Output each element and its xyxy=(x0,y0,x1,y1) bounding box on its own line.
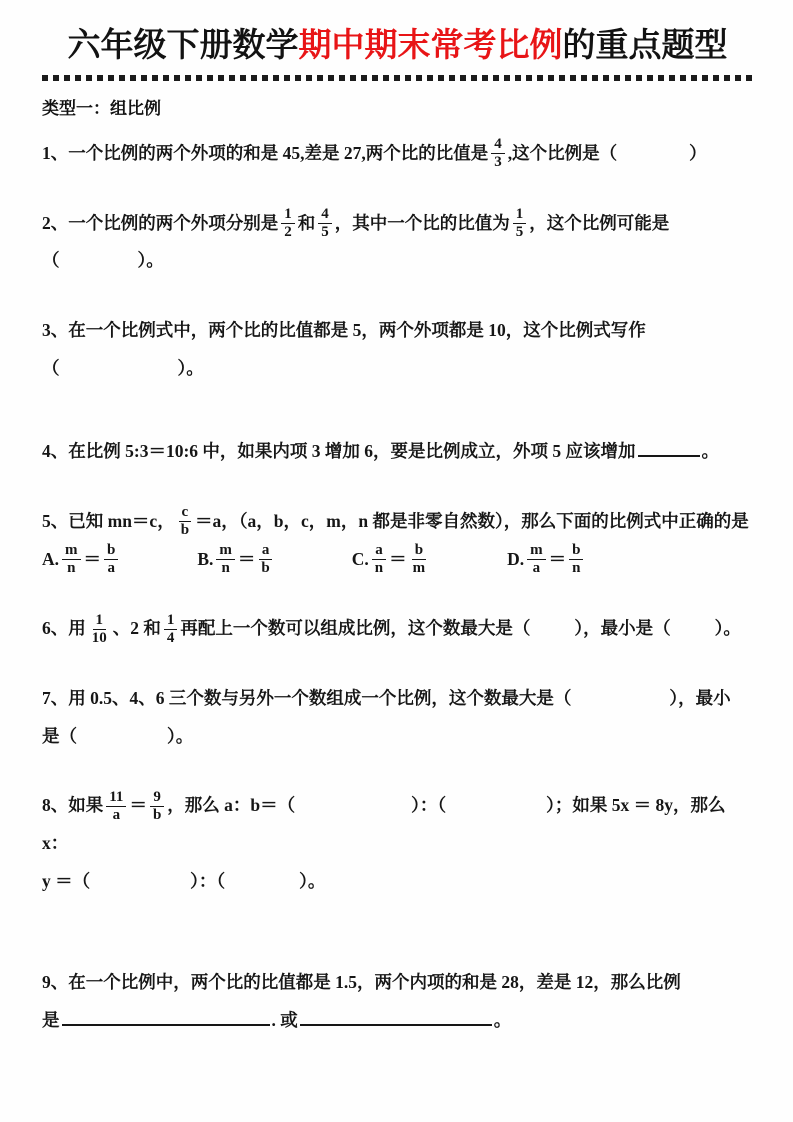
answer-blank xyxy=(300,1006,492,1026)
answer-space xyxy=(431,564,507,565)
fraction-numerator: b xyxy=(104,542,118,560)
fraction xyxy=(62,542,81,578)
fraction xyxy=(281,206,295,242)
text-run: （ xyxy=(42,250,60,271)
question-line xyxy=(42,350,753,388)
fraction-numerator: 1 xyxy=(93,612,107,630)
fraction-numerator: b xyxy=(412,542,426,560)
fraction-numerator: m xyxy=(216,542,235,560)
question-9 xyxy=(42,964,753,1039)
fraction-numerator: b xyxy=(569,542,583,560)
text-run: ，其中一个比的比值为 xyxy=(334,212,510,233)
answer-space xyxy=(571,703,669,704)
answer-space xyxy=(295,810,411,811)
question-line xyxy=(42,242,753,280)
text-run: 是 xyxy=(42,1009,60,1030)
text-run: ），最小是（ xyxy=(574,618,671,639)
fraction xyxy=(491,136,505,172)
fraction xyxy=(513,206,527,242)
text-run: ，这个比例可能是 xyxy=(529,212,670,233)
fraction xyxy=(372,542,386,578)
question-line xyxy=(42,863,753,901)
text-run: ，那么 a：b＝（ xyxy=(167,795,296,816)
question-line xyxy=(42,787,753,862)
text-run: C. xyxy=(351,548,369,569)
fraction-numerator: 11 xyxy=(106,789,126,807)
answer-space xyxy=(90,886,190,887)
fraction xyxy=(318,206,332,242)
text-run: B. xyxy=(197,548,214,569)
question-list xyxy=(42,135,753,1040)
text-run: 7、用 0.5、4、6 三个数与另外一个数组成一个比例，这个数最大是（ xyxy=(42,688,572,709)
fraction-denominator: b xyxy=(180,522,190,539)
answer-space xyxy=(617,158,689,159)
fraction-denominator: 2 xyxy=(284,224,292,241)
text-run: ）。 xyxy=(177,357,204,378)
text-run: A. xyxy=(42,548,60,569)
fraction xyxy=(569,542,583,578)
section-heading: 类型一：组比例 xyxy=(42,98,161,118)
question-line xyxy=(42,541,753,579)
fraction-denominator: n xyxy=(374,560,384,577)
question-2 xyxy=(42,205,753,280)
title-prefix: 六年级下册数学 xyxy=(67,26,299,63)
text-run: ＝ xyxy=(237,548,256,569)
answer-space xyxy=(60,373,178,374)
text-run: . 或 xyxy=(271,1009,298,1030)
fraction-numerator: a xyxy=(259,542,273,560)
fraction xyxy=(216,542,235,578)
answer-space xyxy=(60,265,138,266)
answer-space xyxy=(530,633,574,634)
title-highlight: 期中期末常考比例 xyxy=(298,26,563,63)
answer-space xyxy=(225,886,299,887)
question-line xyxy=(42,964,753,1002)
fraction-denominator: m xyxy=(412,560,426,577)
text-run: 。 xyxy=(701,441,720,462)
text-run: ＝a，（a，b，c，m，n 都是非零自然数），那么下面的比例式中正确的是 xyxy=(195,510,749,531)
text-run: ）：（ xyxy=(411,795,447,816)
text-run: ） xyxy=(689,142,707,163)
question-4 xyxy=(42,433,753,471)
question-line xyxy=(42,718,753,756)
text-run: ＝ xyxy=(129,795,147,816)
text-run: 8、如果 xyxy=(42,795,104,816)
fraction-numerator: 4 xyxy=(491,136,505,154)
answer-space xyxy=(276,564,352,565)
fraction xyxy=(410,542,429,578)
answer-space xyxy=(121,564,197,565)
text-run: ）；如果 5x ＝ 8y，那么 x： xyxy=(42,795,730,854)
fraction-numerator: m xyxy=(62,542,81,560)
text-run: 再配上一个数可以组成比例，这个数最大是（ xyxy=(180,618,531,639)
question-line xyxy=(42,312,753,350)
text-run: 和 xyxy=(297,212,316,233)
fraction-numerator: c xyxy=(179,504,192,522)
text-run: 6、用 xyxy=(42,618,86,639)
text-run: （ xyxy=(42,357,60,378)
text-run: ）。 xyxy=(299,870,326,891)
question-5 xyxy=(42,503,753,578)
question-line xyxy=(42,1002,753,1040)
text-run: 5、已知 mn＝c， xyxy=(42,510,175,531)
fraction-denominator: a xyxy=(112,806,121,823)
answer-blank xyxy=(638,437,700,457)
text-run: 1、一个比例的两个外项的和是 45,差是 27,两个比的比值是 xyxy=(42,142,489,163)
fraction xyxy=(89,612,110,648)
text-run: 2、一个比例的两个外项分别是 xyxy=(42,212,279,233)
answer-space xyxy=(77,741,167,742)
fraction-denominator: 5 xyxy=(321,224,329,241)
text-run: ＝ xyxy=(389,548,407,569)
text-run: 、2 和 xyxy=(112,618,161,639)
question-line xyxy=(42,680,753,718)
question-line xyxy=(42,610,753,648)
text-run: ）：（ xyxy=(190,870,226,891)
text-run: 。 xyxy=(493,1009,512,1030)
fraction-numerator: a xyxy=(372,542,386,560)
question-line xyxy=(42,135,753,173)
fraction-numerator: 1 xyxy=(513,206,527,224)
text-run: ,这个比例是（ xyxy=(507,142,618,163)
fraction xyxy=(258,542,272,578)
dotted-divider xyxy=(42,75,753,81)
fraction-denominator: n xyxy=(67,560,76,577)
fraction-denominator: a xyxy=(532,560,541,577)
question-8 xyxy=(42,787,753,900)
text-run: ）。 xyxy=(714,618,741,639)
fraction-numerator: m xyxy=(527,542,546,560)
question-3 xyxy=(42,312,753,387)
text-run: 9、在一个比例中，两个比的比值都是 1.5，两个内项的和是 28，差是 12，那么比例 xyxy=(42,972,681,993)
fraction-denominator: 4 xyxy=(166,629,175,646)
text-run: ）。 xyxy=(137,250,164,271)
title-suffix: 的重点题型 xyxy=(562,26,728,63)
page-title xyxy=(42,24,753,67)
fraction-denominator: n xyxy=(221,560,230,577)
fraction xyxy=(178,504,192,540)
text-run: 4、在比例 5:3＝10:6 中，如果内项 3 增加 6，要是比例成立，外项 5 应该增加 xyxy=(42,441,636,462)
question-line xyxy=(42,503,753,541)
fraction-denominator: b xyxy=(152,806,162,823)
fraction-denominator: 5 xyxy=(515,224,524,241)
text-run: ）。 xyxy=(167,725,194,746)
fraction xyxy=(527,542,546,578)
fraction xyxy=(164,612,178,648)
question-1 xyxy=(42,135,753,173)
fraction-numerator: 4 xyxy=(318,206,332,224)
question-7 xyxy=(42,680,753,755)
text-run: ＝ xyxy=(83,548,102,569)
question-line xyxy=(42,205,753,243)
text-run: ），最小 xyxy=(669,688,731,709)
fraction-denominator: n xyxy=(572,560,581,577)
fraction-denominator: a xyxy=(107,560,115,577)
fraction-numerator: 1 xyxy=(281,206,295,224)
fraction-denominator: b xyxy=(261,560,270,577)
answer-space xyxy=(671,633,715,634)
answer-space xyxy=(446,810,546,811)
fraction-numerator: 9 xyxy=(150,789,164,807)
text-run: y ＝（ xyxy=(42,870,91,891)
question-line xyxy=(42,433,753,471)
text-run: 3、在一个比例式中，两个比的比值都是 5，两个外项都是 10，这个比例式写作 xyxy=(42,319,646,340)
fraction-denominator: 3 xyxy=(494,154,502,171)
text-run: ＝ xyxy=(548,548,567,569)
fraction-denominator: 10 xyxy=(91,629,107,646)
fraction-numerator: 1 xyxy=(164,612,178,630)
question-6 xyxy=(42,610,753,648)
fraction xyxy=(150,789,164,825)
text-run: D. xyxy=(507,548,525,569)
fraction xyxy=(104,542,118,578)
answer-blank xyxy=(62,1006,270,1026)
text-run: 是（ xyxy=(42,725,77,746)
fraction xyxy=(106,789,126,825)
